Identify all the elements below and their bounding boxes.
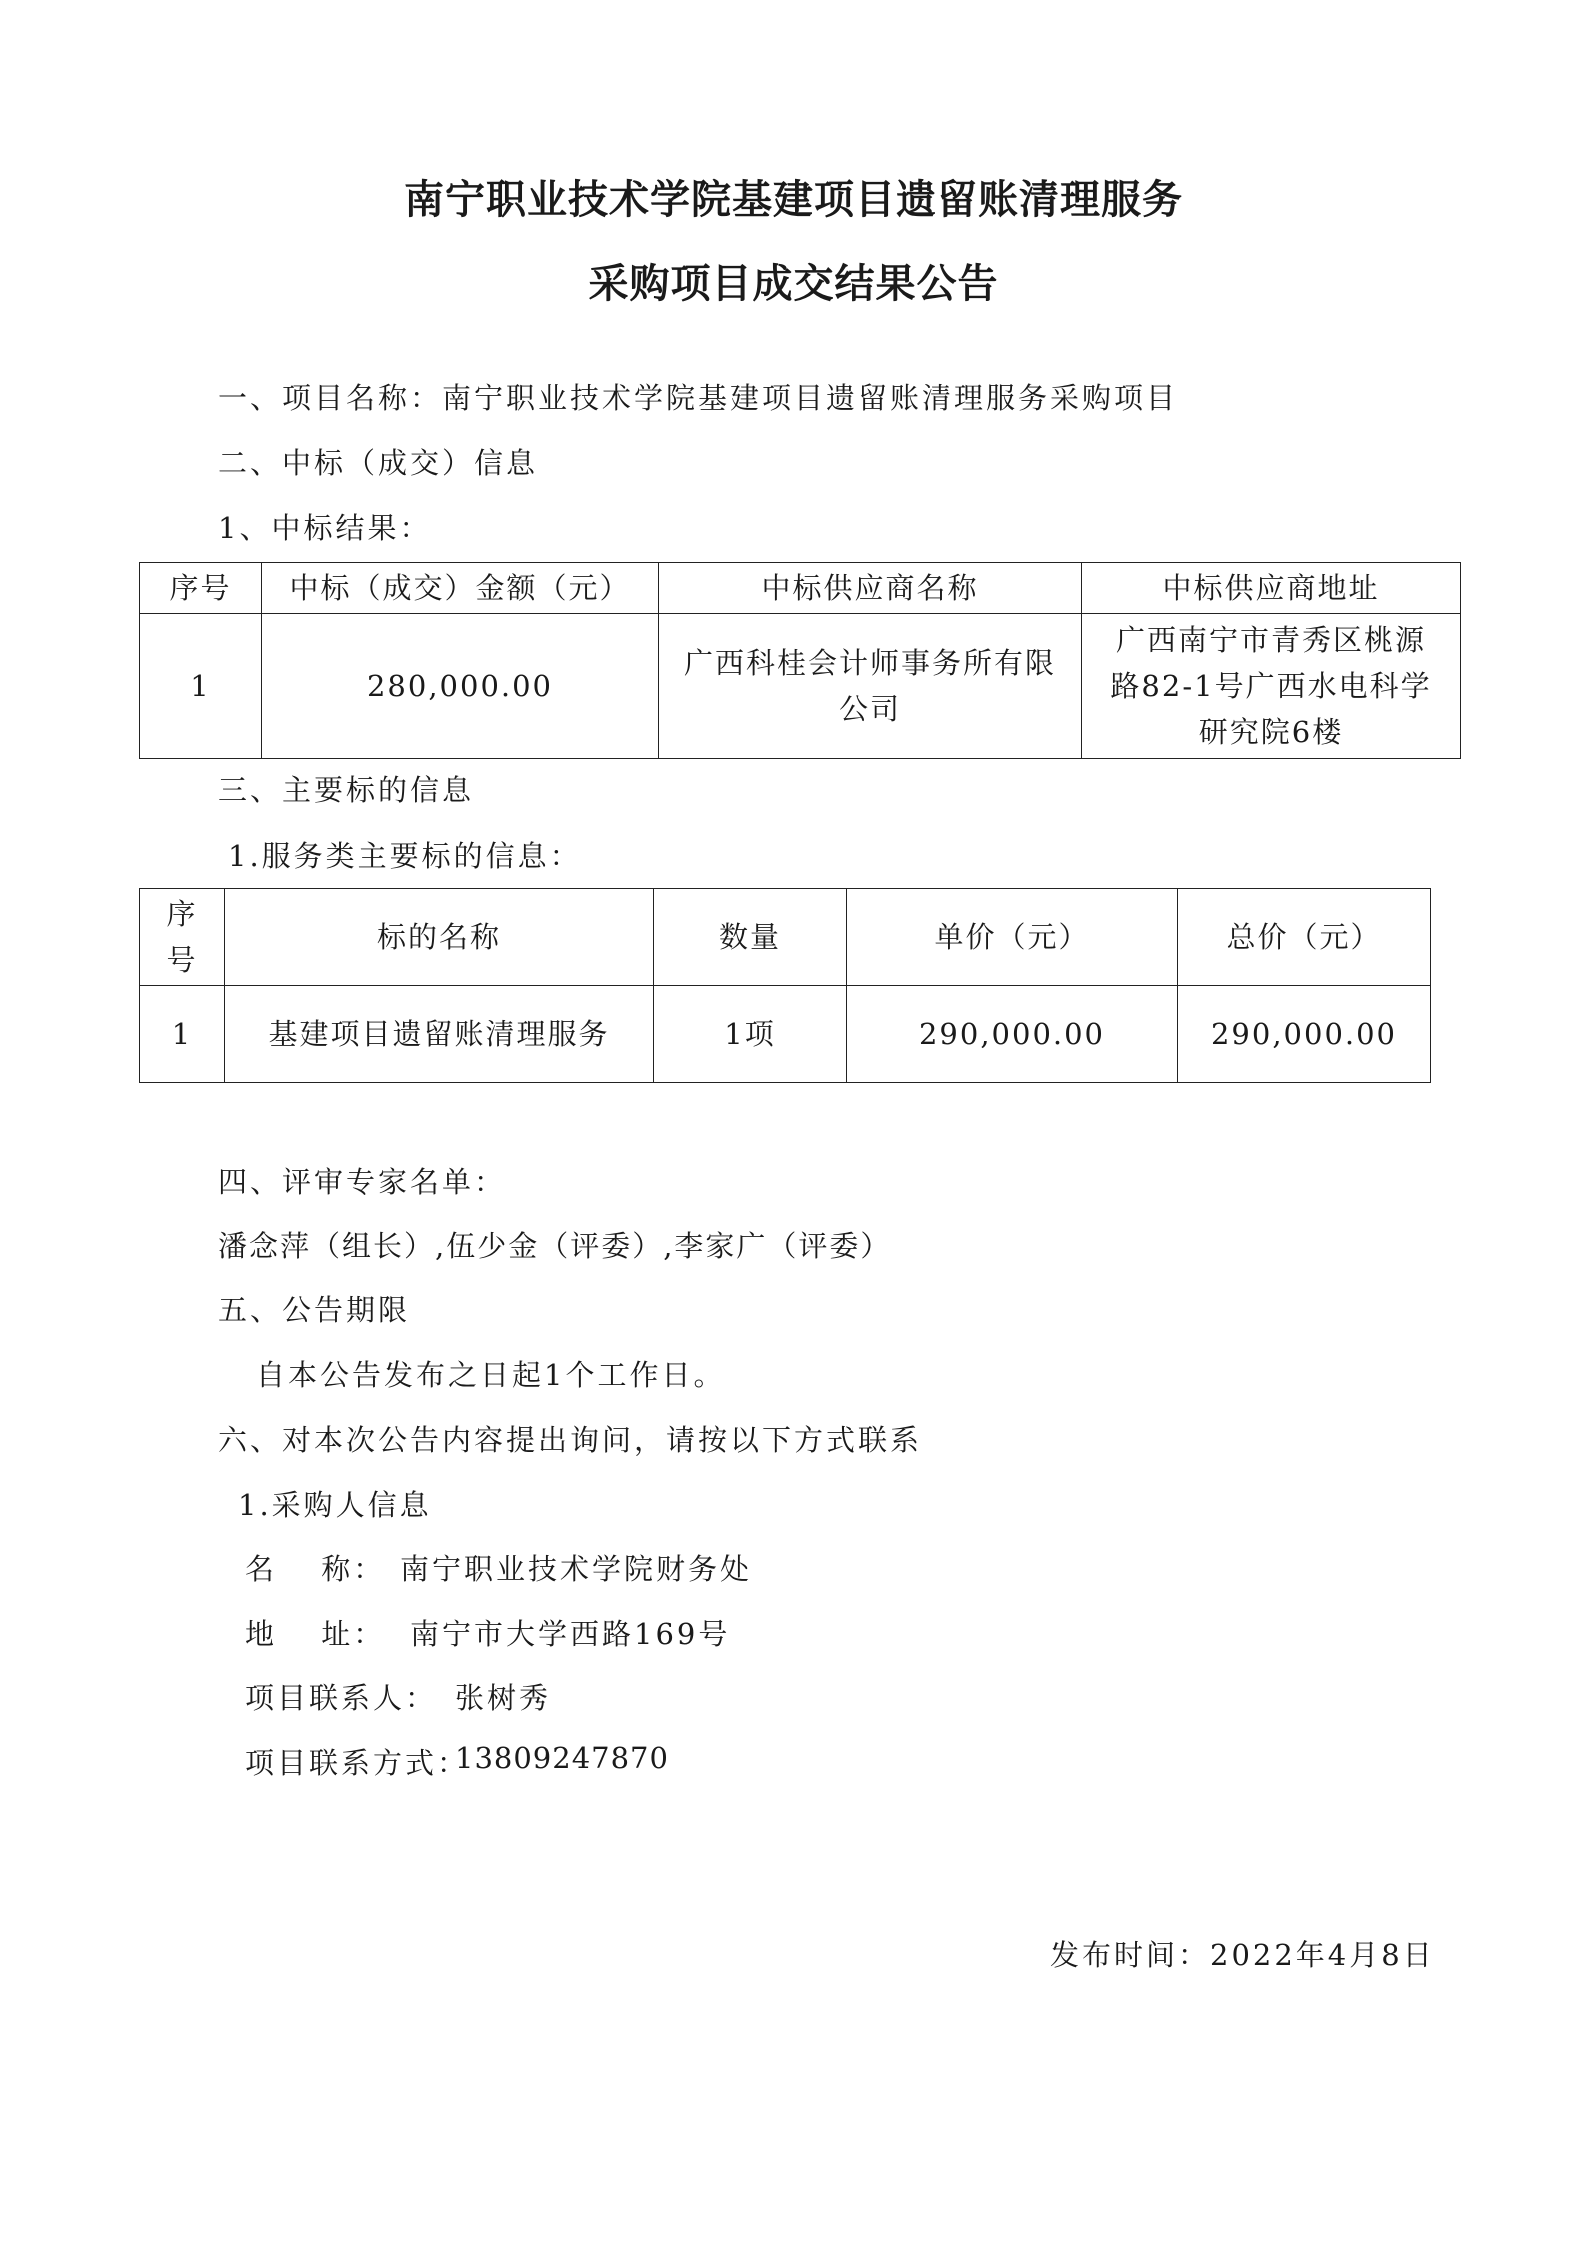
title-line-1: 南宁职业技术学院基建项目遗留账清理服务 xyxy=(404,177,1183,223)
table-row xyxy=(140,614,1461,759)
purchaser-name: 南宁职业技术学院财务处 xyxy=(400,1552,753,1586)
purchaser-info-heading: 1.采购人信息 xyxy=(238,1488,432,1522)
section-main-subject: 三、主要标的信息 xyxy=(218,773,475,807)
section-award-info: 二、中标（成交）信息 xyxy=(218,446,539,480)
header-cell: 序号 xyxy=(140,563,262,614)
row-number: 1 xyxy=(140,614,262,759)
award-result-heading: 1、中标结果： xyxy=(218,511,432,545)
service-subject-heading: 1.服务类主要标的信息： xyxy=(228,839,582,873)
experts-list: 潘念萍（组长）,伍少金（评委）,李家广（评委） xyxy=(218,1229,892,1263)
contact-phone: 13809247870 xyxy=(455,1741,669,1775)
supplier-name: 广西科桂会计师事务所有限公司 xyxy=(659,614,1082,759)
unit-price: 290,000.00 xyxy=(847,986,1178,1083)
purchaser-name-label: 名 称： xyxy=(245,1552,386,1586)
supplier-address: 广西南宁市青秀区桃源路82-1号广西水电科学研究院6楼 xyxy=(1082,614,1461,759)
header-cell: 单价（元） xyxy=(847,889,1178,986)
table-header-row xyxy=(140,563,1461,614)
header-cell: 中标（成交）金额（元） xyxy=(262,563,659,614)
table-row xyxy=(140,986,1431,1083)
header-cell: 中标供应商地址 xyxy=(1082,563,1461,614)
header-cell: 总价（元） xyxy=(1178,889,1431,986)
contact-person: 张树秀 xyxy=(455,1681,552,1715)
header-cell: 序号 xyxy=(140,889,225,986)
publish-date: 发布时间：2022年4月8日 xyxy=(1050,1938,1435,1972)
section-notice-period: 五、公告期限 xyxy=(218,1293,411,1327)
award-result-table xyxy=(139,562,1461,759)
contact-person-label: 项目联系人： xyxy=(245,1681,438,1715)
row-number: 1 xyxy=(140,986,225,1083)
quantity: 1项 xyxy=(654,986,847,1083)
header-cell: 数量 xyxy=(654,889,847,986)
contact-phone-label: 项目联系方式： xyxy=(245,1746,470,1780)
header-cell: 中标供应商名称 xyxy=(659,563,1082,614)
service-subject-table xyxy=(139,888,1431,1083)
subject-name: 基建项目遗留账清理服务 xyxy=(225,986,654,1083)
section-experts: 四、评审专家名单： xyxy=(218,1165,507,1199)
notice-period-text: 自本公告发布之日起1个工作日。 xyxy=(256,1358,726,1392)
header-cell: 标的名称 xyxy=(225,889,654,986)
title-line-2: 采购项目成交结果公告 xyxy=(588,261,999,307)
total-price: 290,000.00 xyxy=(1178,986,1431,1083)
purchaser-address: 南宁市大学西路169号 xyxy=(410,1617,731,1651)
section-inquiry-contact: 六、对本次公告内容提出询问，请按以下方式联系 xyxy=(218,1423,923,1457)
award-amount: 280,000.00 xyxy=(262,614,659,759)
table-header-row xyxy=(140,889,1431,986)
purchaser-address-label: 地 址： xyxy=(245,1617,386,1651)
section-project-name: 一、项目名称：南宁职业技术学院基建项目遗留账清理服务采购项目 xyxy=(218,381,1179,415)
